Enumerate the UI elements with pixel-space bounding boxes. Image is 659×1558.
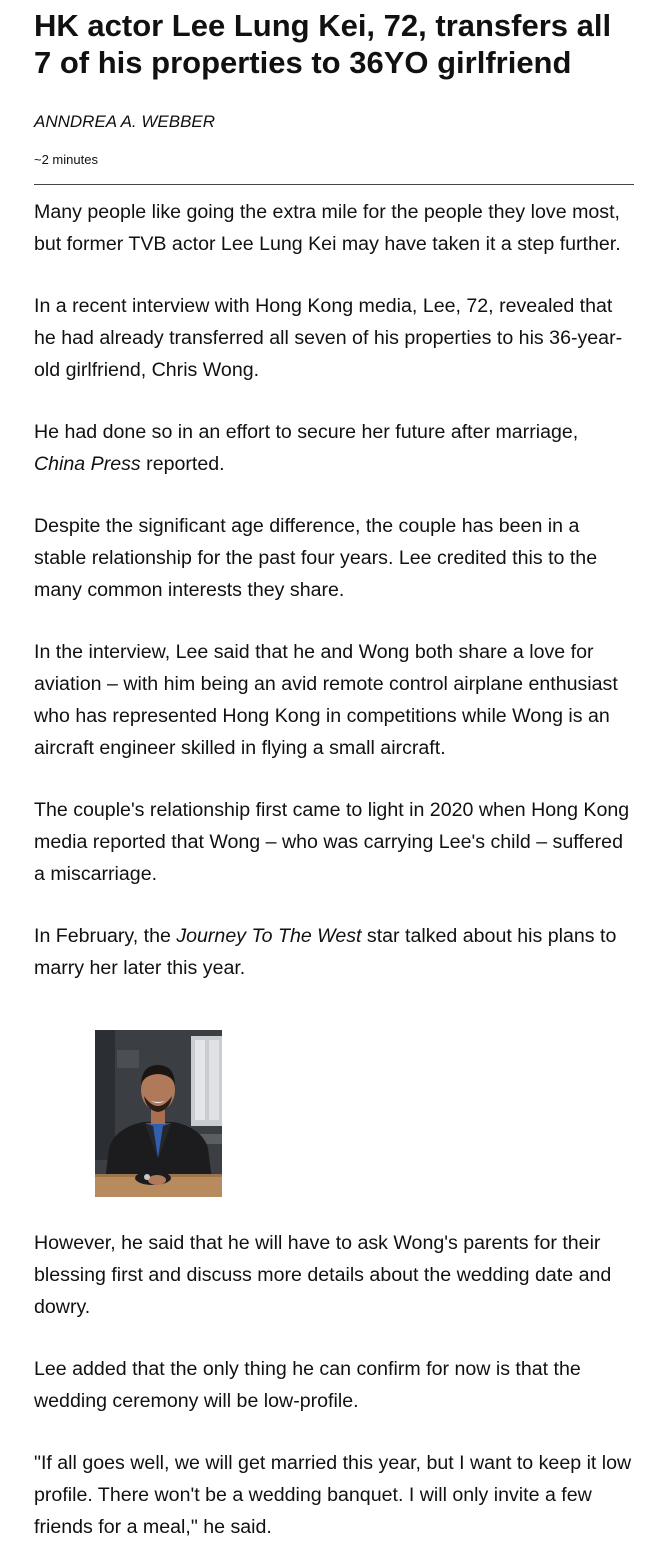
paragraph-7-text-a: In February, the	[34, 925, 177, 947]
paragraph-6: The couple's relationship first came to light in 2020 when Hong Kong media reported that Wong – who was carrying Lee's child – suffered a miscarriage.	[34, 799, 630, 885]
read-time: ~2 minutes	[34, 152, 98, 167]
show-title: Journey To The West	[176, 925, 362, 947]
paragraph-7	[34, 920, 633, 984]
article-body	[34, 196, 633, 1543]
headline: HK actor Lee Lung Kei, 72, transfers all 7 of his properties to 36YO girlfriend	[34, 8, 612, 80]
paragraph-9: Lee added that the only thing he can confirm for now is that the wedding ceremony will be low-profile.	[34, 1358, 581, 1412]
paragraph-10: "If all goes well, we will get married this year, but I want to keep it low profile. There won't be a wedding banquet. I will only invite a few friends for a meal," he said.	[34, 1452, 632, 1538]
paragraph-5: In the interview, Lee said that he and Wong both share a love for aviation – with him being an avid remote control airplane enthusiast who has represented Hong Kong in competitions while Wong is an aircraft engineer skilled in flying a small aircraft.	[34, 641, 618, 759]
person-photo-icon	[95, 1030, 222, 1197]
author-photo	[95, 1030, 222, 1197]
paragraph-3-text-b: reported.	[140, 453, 225, 475]
paragraph-4: Despite the significant age difference, the couple has been in a stable relationship for the past four years. Lee credited this to the many common interests they share.	[34, 515, 598, 601]
header-divider	[34, 184, 634, 185]
paragraph-1: Many people like going the extra mile for the people they love most, but former TVB actor Lee Lung Kei may have taken it a step further.	[34, 201, 621, 255]
paragraph-8: However, he said that he will have to ask Wong's parents for their blessing first and discuss more details about the wedding date and dowry.	[34, 1232, 612, 1318]
paragraph-7-text-b: star talked about his plans to marry her later this year.	[34, 925, 617, 979]
paragraph-3-text-a: He had done so in an effort to secure her future after marriage,	[34, 421, 579, 443]
author-byline[interactable]: ANNDREA A. WEBBER	[34, 112, 216, 131]
paragraph-2: In a recent interview with Hong Kong media, Lee, 72, revealed that he had already transferred all seven of his properties to his 36-year-old girlfriend, Chris Wong.	[34, 295, 623, 381]
paragraph-3	[34, 416, 633, 480]
publication-name: China Press	[34, 453, 141, 475]
